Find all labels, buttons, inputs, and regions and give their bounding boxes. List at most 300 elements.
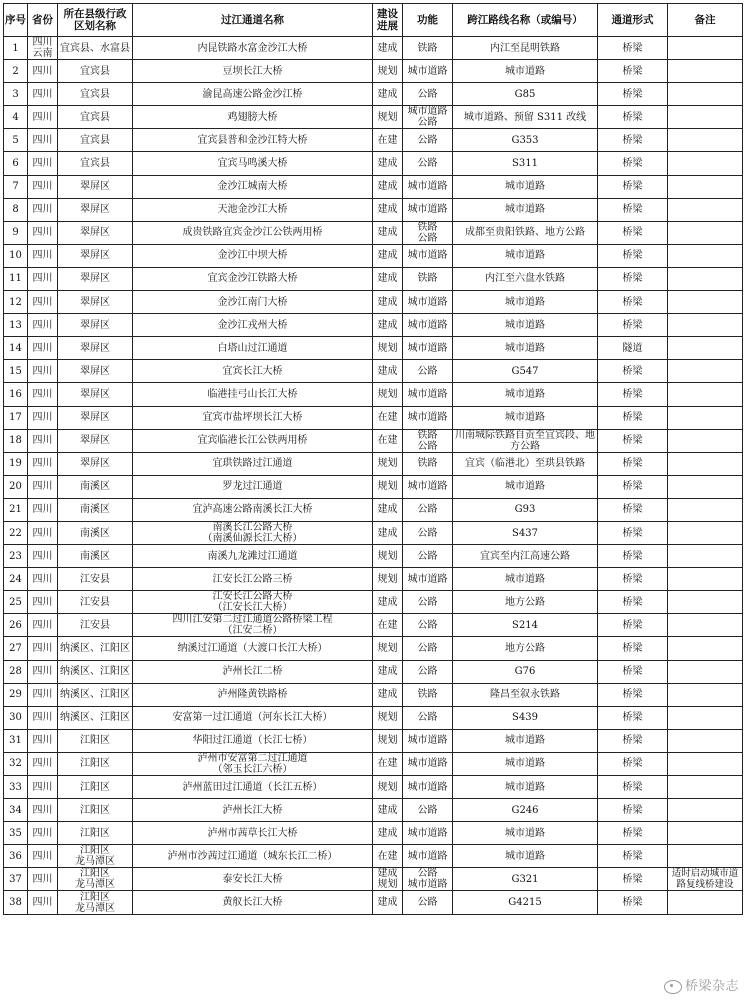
cell-function: 公路 <box>403 545 453 568</box>
cell-name: 成贵铁路宜宾金沙江公铁两用桥 <box>133 221 373 244</box>
cell-function: 公路 <box>403 660 453 683</box>
cell-route: G353 <box>453 129 598 152</box>
cell-province: 四川 <box>28 498 58 521</box>
cell-progress: 建成 <box>373 660 403 683</box>
cell-province: 四川 <box>28 383 58 406</box>
cell-name: 宜珙铁路过江通道 <box>133 452 373 475</box>
cell-province: 四川 <box>28 221 58 244</box>
table-row <box>4 60 743 83</box>
cell-remark <box>668 521 743 544</box>
cell-function: 公路 <box>403 591 453 614</box>
cell-form: 桥梁 <box>598 799 668 822</box>
cell-province: 四川 <box>28 706 58 729</box>
cell-remark: 适时启动城市道路复线桥建设 <box>668 868 743 891</box>
cell-progress: 规划 <box>373 637 403 660</box>
cell-route: 城市道路 <box>453 475 598 498</box>
cell-function: 城市道路 <box>403 60 453 83</box>
cell-form: 桥梁 <box>598 37 668 60</box>
cell-progress: 在建 <box>373 406 403 429</box>
header-county: 所在县级行政区划名称 <box>58 4 133 37</box>
cell-route: G85 <box>453 83 598 106</box>
cell-name: 天池金沙江大桥 <box>133 198 373 221</box>
cell-progress: 建成 <box>373 221 403 244</box>
cell-county: 江阳区 <box>58 799 133 822</box>
cell-route: 城市道路 <box>453 568 598 591</box>
cell-no: 9 <box>4 221 28 244</box>
cell-route: 城市道路 <box>453 244 598 267</box>
table-row <box>4 868 743 891</box>
cell-remark <box>668 660 743 683</box>
cell-form: 桥梁 <box>598 776 668 799</box>
cell-function: 公路 <box>403 83 453 106</box>
cell-name: 泰安长江大桥 <box>133 868 373 891</box>
table-row <box>4 729 743 752</box>
table-row <box>4 568 743 591</box>
table-row <box>4 244 743 267</box>
table-row <box>4 152 743 175</box>
cell-no: 37 <box>4 868 28 891</box>
cell-progress: 在建 <box>373 129 403 152</box>
table-body <box>4 37 743 915</box>
cell-function: 城市道路 <box>403 383 453 406</box>
cell-name: 内昆铁路水富金沙江大桥 <box>133 37 373 60</box>
wechat-icon <box>664 980 682 994</box>
cell-route: 城市道路 <box>453 383 598 406</box>
cell-route: S437 <box>453 521 598 544</box>
cell-remark <box>668 198 743 221</box>
cell-remark <box>668 452 743 475</box>
cell-progress: 在建 <box>373 845 403 868</box>
cell-name: 泸州蓝田过江通道（长江五桥） <box>133 776 373 799</box>
cell-form: 桥梁 <box>598 545 668 568</box>
cell-county: 纳溪区、江阳区 <box>58 660 133 683</box>
cell-remark <box>668 545 743 568</box>
cell-remark <box>668 776 743 799</box>
cell-province: 四川 <box>28 244 58 267</box>
cell-name: 金沙江中坝大桥 <box>133 244 373 267</box>
cell-remark <box>668 498 743 521</box>
cell-county: 纳溪区、江阳区 <box>58 683 133 706</box>
cell-route: 内江至六盘水铁路 <box>453 267 598 290</box>
cell-form: 桥梁 <box>598 891 668 914</box>
header-no: 序号 <box>4 4 28 37</box>
cell-name: 鸡翅膀大桥 <box>133 106 373 129</box>
cell-name: 宜宾县普和金沙江特大桥 <box>133 129 373 152</box>
cell-progress: 建成 <box>373 244 403 267</box>
cell-form: 桥梁 <box>598 314 668 337</box>
cell-province: 四川 <box>28 175 58 198</box>
cell-name: 渝昆高速公路金沙江桥 <box>133 83 373 106</box>
header-function: 功能 <box>403 4 453 37</box>
cell-name: 宜宾马鸣溪大桥 <box>133 152 373 175</box>
cell-county: 翠屏区 <box>58 267 133 290</box>
cell-province: 四川 <box>28 267 58 290</box>
cell-route: 城市道路 <box>453 60 598 83</box>
cell-province: 四川 <box>28 776 58 799</box>
table-row <box>4 891 743 914</box>
cell-province: 四川 <box>28 406 58 429</box>
cell-province: 四川 <box>28 614 58 637</box>
table-row <box>4 614 743 637</box>
cell-no: 12 <box>4 291 28 314</box>
cell-progress: 规划 <box>373 706 403 729</box>
cell-province: 四川 <box>28 637 58 660</box>
cell-form: 桥梁 <box>598 429 668 452</box>
cell-province: 四川 <box>28 545 58 568</box>
table-row <box>4 452 743 475</box>
table-row <box>4 498 743 521</box>
cell-form: 桥梁 <box>598 106 668 129</box>
cell-no: 14 <box>4 337 28 360</box>
cell-form: 桥梁 <box>598 868 668 891</box>
cell-name: 泸州市安富第二过江通道 （邻玉长江六桥） <box>133 752 373 775</box>
table-row <box>4 383 743 406</box>
cell-name: 安富第一过江通道（河东长江大桥） <box>133 706 373 729</box>
cell-no: 2 <box>4 60 28 83</box>
cell-county: 翠屏区 <box>58 337 133 360</box>
table-row <box>4 637 743 660</box>
table-row <box>4 267 743 290</box>
cell-form: 桥梁 <box>598 845 668 868</box>
cell-province: 四川 <box>28 891 58 914</box>
cell-route: 城市道路 <box>453 729 598 752</box>
cell-route: G93 <box>453 498 598 521</box>
cell-route: G547 <box>453 360 598 383</box>
cell-route: G4215 <box>453 891 598 914</box>
cell-route: 城市道路 <box>453 175 598 198</box>
cell-progress: 建成 <box>373 822 403 845</box>
cell-county: 宜宾县、水富县 <box>58 37 133 60</box>
table-row <box>4 129 743 152</box>
cell-name: 华阳过江通道（长江七桥） <box>133 729 373 752</box>
cell-name: 泸州隆黄铁路桥 <box>133 683 373 706</box>
cell-route: G76 <box>453 660 598 683</box>
cell-form: 桥梁 <box>598 360 668 383</box>
cell-route: S214 <box>453 614 598 637</box>
cell-function: 公路 城市道路 <box>403 868 453 891</box>
cell-name: 临港挂弓山长江大桥 <box>133 383 373 406</box>
cell-remark <box>668 799 743 822</box>
cell-function: 城市道路 <box>403 406 453 429</box>
cell-province: 四川 <box>28 683 58 706</box>
cell-county: 纳溪区、江阳区 <box>58 706 133 729</box>
cell-no: 15 <box>4 360 28 383</box>
cell-county: 南溪区 <box>58 545 133 568</box>
cell-no: 30 <box>4 706 28 729</box>
table-row <box>4 822 743 845</box>
cell-no: 31 <box>4 729 28 752</box>
cell-province: 四川 <box>28 198 58 221</box>
cell-county: 江阳区 龙马潭区 <box>58 868 133 891</box>
cell-route: 宜宾至内江高速公路 <box>453 545 598 568</box>
cell-form: 桥梁 <box>598 406 668 429</box>
cell-county: 南溪区 <box>58 521 133 544</box>
cell-name: 白塔山过江通道 <box>133 337 373 360</box>
cell-name: 宜泸高速公路南溪长江大桥 <box>133 498 373 521</box>
cell-progress: 建成 <box>373 521 403 544</box>
cell-province: 四川 <box>28 568 58 591</box>
cell-progress: 规划 <box>373 776 403 799</box>
cell-province: 四川 <box>28 660 58 683</box>
cell-function: 铁路 公路 <box>403 429 453 452</box>
cell-province: 四川 <box>28 452 58 475</box>
cell-no: 18 <box>4 429 28 452</box>
cell-county: 翠屏区 <box>58 175 133 198</box>
cell-route: G321 <box>453 868 598 891</box>
cell-remark <box>668 267 743 290</box>
cell-route: 城市道路 <box>453 314 598 337</box>
cell-remark <box>668 891 743 914</box>
cell-county: 南溪区 <box>58 498 133 521</box>
cell-route: 内江至昆明铁路 <box>453 37 598 60</box>
cell-progress: 规划 <box>373 337 403 360</box>
table-row <box>4 660 743 683</box>
table-row <box>4 83 743 106</box>
table-row <box>4 545 743 568</box>
cell-progress: 规划 <box>373 475 403 498</box>
cell-no: 1 <box>4 37 28 60</box>
cell-province: 四川 <box>28 429 58 452</box>
cell-no: 25 <box>4 591 28 614</box>
watermark-text: 桥梁杂志 <box>684 979 739 994</box>
cell-function: 公路 <box>403 129 453 152</box>
cell-county: 宜宾县 <box>58 152 133 175</box>
cell-province: 四川 <box>28 60 58 83</box>
table-row <box>4 175 743 198</box>
cell-remark <box>668 337 743 360</box>
table-row <box>4 106 743 129</box>
cell-form: 桥梁 <box>598 291 668 314</box>
cell-form: 桥梁 <box>598 637 668 660</box>
cell-name: 金沙江南门大桥 <box>133 291 373 314</box>
cell-no: 23 <box>4 545 28 568</box>
cell-county: 翠屏区 <box>58 314 133 337</box>
cell-remark <box>668 591 743 614</box>
cell-route: 城市道路 <box>453 198 598 221</box>
cell-progress: 建成 <box>373 291 403 314</box>
cell-function: 公路 <box>403 521 453 544</box>
table-row <box>4 683 743 706</box>
cell-remark <box>668 845 743 868</box>
cell-remark <box>668 429 743 452</box>
cell-no: 7 <box>4 175 28 198</box>
cell-name: 罗龙过江通道 <box>133 475 373 498</box>
cell-province: 四川 <box>28 129 58 152</box>
cell-form: 桥梁 <box>598 568 668 591</box>
cell-remark <box>668 752 743 775</box>
cell-function: 公路 <box>403 152 453 175</box>
cell-name: 豆坝长江大桥 <box>133 60 373 83</box>
cell-name: 金沙江城南大桥 <box>133 175 373 198</box>
cell-no: 38 <box>4 891 28 914</box>
cell-progress: 规划 <box>373 545 403 568</box>
cell-form: 桥梁 <box>598 244 668 267</box>
cell-progress: 建成 <box>373 152 403 175</box>
cell-no: 28 <box>4 660 28 683</box>
table-row <box>4 706 743 729</box>
cell-no: 17 <box>4 406 28 429</box>
cell-province: 四川 <box>28 360 58 383</box>
cell-function: 公路 <box>403 891 453 914</box>
cell-county: 翠屏区 <box>58 383 133 406</box>
cell-name: 泸州长江二桥 <box>133 660 373 683</box>
cell-route: 城市道路 <box>453 822 598 845</box>
cell-province: 四川 <box>28 752 58 775</box>
cell-name: 泸州市沙茜过江通道（城东长江二桥） <box>133 845 373 868</box>
cell-route: 宜宾（临港北）至珙县铁路 <box>453 452 598 475</box>
cell-progress: 建成 <box>373 198 403 221</box>
cell-route: 城市道路 <box>453 406 598 429</box>
cell-province: 四川 <box>28 475 58 498</box>
cell-province: 四川 <box>28 83 58 106</box>
table-row <box>4 291 743 314</box>
cell-county: 江阳区 <box>58 822 133 845</box>
cell-route: 城市道路 <box>453 291 598 314</box>
table-row <box>4 406 743 429</box>
cell-no: 3 <box>4 83 28 106</box>
cell-county: 翠屏区 <box>58 244 133 267</box>
cell-no: 10 <box>4 244 28 267</box>
cell-remark <box>668 706 743 729</box>
cell-form: 桥梁 <box>598 706 668 729</box>
cell-form: 桥梁 <box>598 83 668 106</box>
cell-county: 江阳区 <box>58 729 133 752</box>
cell-province: 四川 <box>28 152 58 175</box>
cell-route: 城市道路 <box>453 845 598 868</box>
cell-province: 四川 云南 <box>28 37 58 60</box>
cell-function: 城市道路 <box>403 729 453 752</box>
cell-function: 城市道路 <box>403 291 453 314</box>
header-row <box>4 4 743 37</box>
cell-form: 桥梁 <box>598 498 668 521</box>
cell-route: 城市道路 <box>453 752 598 775</box>
cell-remark <box>668 822 743 845</box>
cell-name: 黄舣长江大桥 <box>133 891 373 914</box>
cell-route: 地方公路 <box>453 591 598 614</box>
cell-form: 桥梁 <box>598 198 668 221</box>
cell-remark <box>668 221 743 244</box>
cell-function: 铁路 <box>403 683 453 706</box>
cell-remark <box>668 568 743 591</box>
cell-route: 城市道路、预留 S311 改线 <box>453 106 598 129</box>
cell-progress: 建成 <box>373 175 403 198</box>
cell-function: 公路 <box>403 637 453 660</box>
cell-county: 翠屏区 <box>58 429 133 452</box>
cell-function: 公路 <box>403 360 453 383</box>
cell-name: 金沙江戎州大桥 <box>133 314 373 337</box>
cell-function: 城市道路 <box>403 752 453 775</box>
table-row <box>4 845 743 868</box>
cell-progress: 规划 <box>373 729 403 752</box>
cell-no: 27 <box>4 637 28 660</box>
cell-progress: 建成 <box>373 799 403 822</box>
cell-province: 四川 <box>28 314 58 337</box>
cell-form: 桥梁 <box>598 822 668 845</box>
cell-remark <box>668 383 743 406</box>
cell-progress: 规划 <box>373 383 403 406</box>
cell-progress: 建成 <box>373 267 403 290</box>
cell-county: 纳溪区、江阳区 <box>58 637 133 660</box>
table-row <box>4 360 743 383</box>
cell-no: 20 <box>4 475 28 498</box>
cell-progress: 建成 规划 <box>373 868 403 891</box>
cell-name: 江安长江公路大桥 （江安长江大桥） <box>133 591 373 614</box>
cell-function: 城市道路 <box>403 475 453 498</box>
cell-no: 22 <box>4 521 28 544</box>
cell-no: 21 <box>4 498 28 521</box>
cell-form: 桥梁 <box>598 129 668 152</box>
cell-no: 11 <box>4 267 28 290</box>
cell-route: 成都至贵阳铁路、地方公路 <box>453 221 598 244</box>
cell-progress: 建成 <box>373 37 403 60</box>
cell-county: 翠屏区 <box>58 291 133 314</box>
cell-form: 桥梁 <box>598 383 668 406</box>
cell-name: 泸州长江大桥 <box>133 799 373 822</box>
cell-route: 地方公路 <box>453 637 598 660</box>
cell-form: 桥梁 <box>598 60 668 83</box>
header-progress: 建设进展 <box>373 4 403 37</box>
header-route: 跨江路线名称（或编号） <box>453 4 598 37</box>
cell-form: 桥梁 <box>598 452 668 475</box>
table-row <box>4 752 743 775</box>
cell-county: 翠屏区 <box>58 452 133 475</box>
cell-function: 公路 <box>403 799 453 822</box>
cell-progress: 规划 <box>373 60 403 83</box>
cell-remark <box>668 637 743 660</box>
cell-county: 翠屏区 <box>58 198 133 221</box>
cell-name: 泸州市茜草长江大桥 <box>133 822 373 845</box>
cell-progress: 规划 <box>373 106 403 129</box>
cell-name: 纳溪过江通道（大渡口长江大桥） <box>133 637 373 660</box>
cell-function: 铁路 <box>403 267 453 290</box>
cell-name: 四川江安第二过江通道公路桥梁工程 （江安二桥） <box>133 614 373 637</box>
cell-form: 桥梁 <box>598 175 668 198</box>
cell-progress: 在建 <box>373 429 403 452</box>
cell-route: S439 <box>453 706 598 729</box>
cell-remark <box>668 360 743 383</box>
cell-form: 桥梁 <box>598 683 668 706</box>
cell-progress: 建成 <box>373 591 403 614</box>
cell-no: 8 <box>4 198 28 221</box>
cell-no: 26 <box>4 614 28 637</box>
cell-function: 城市道路 <box>403 244 453 267</box>
cell-function: 铁路 <box>403 452 453 475</box>
cell-form: 桥梁 <box>598 614 668 637</box>
cell-function: 城市道路 <box>403 845 453 868</box>
cell-no: 35 <box>4 822 28 845</box>
cell-function: 城市道路 <box>403 568 453 591</box>
cell-name: 南溪九龙滩过江通道 <box>133 545 373 568</box>
cell-remark <box>668 60 743 83</box>
cell-remark <box>668 683 743 706</box>
cell-province: 四川 <box>28 845 58 868</box>
cell-form: 桥梁 <box>598 267 668 290</box>
table-row <box>4 314 743 337</box>
cell-name: 南溪长江公路大桥 （南溪仙源长江大桥） <box>133 521 373 544</box>
cell-form: 桥梁 <box>598 221 668 244</box>
cell-remark <box>668 83 743 106</box>
cell-province: 四川 <box>28 799 58 822</box>
cell-progress: 在建 <box>373 614 403 637</box>
cell-function: 城市道路 <box>403 337 453 360</box>
cell-function: 铁路 <box>403 37 453 60</box>
cell-no: 4 <box>4 106 28 129</box>
cell-function: 公路 <box>403 498 453 521</box>
cell-function: 城市道路 公路 <box>403 106 453 129</box>
header-province: 省份 <box>28 4 58 37</box>
cell-province: 四川 <box>28 729 58 752</box>
cell-county: 翠屏区 <box>58 406 133 429</box>
